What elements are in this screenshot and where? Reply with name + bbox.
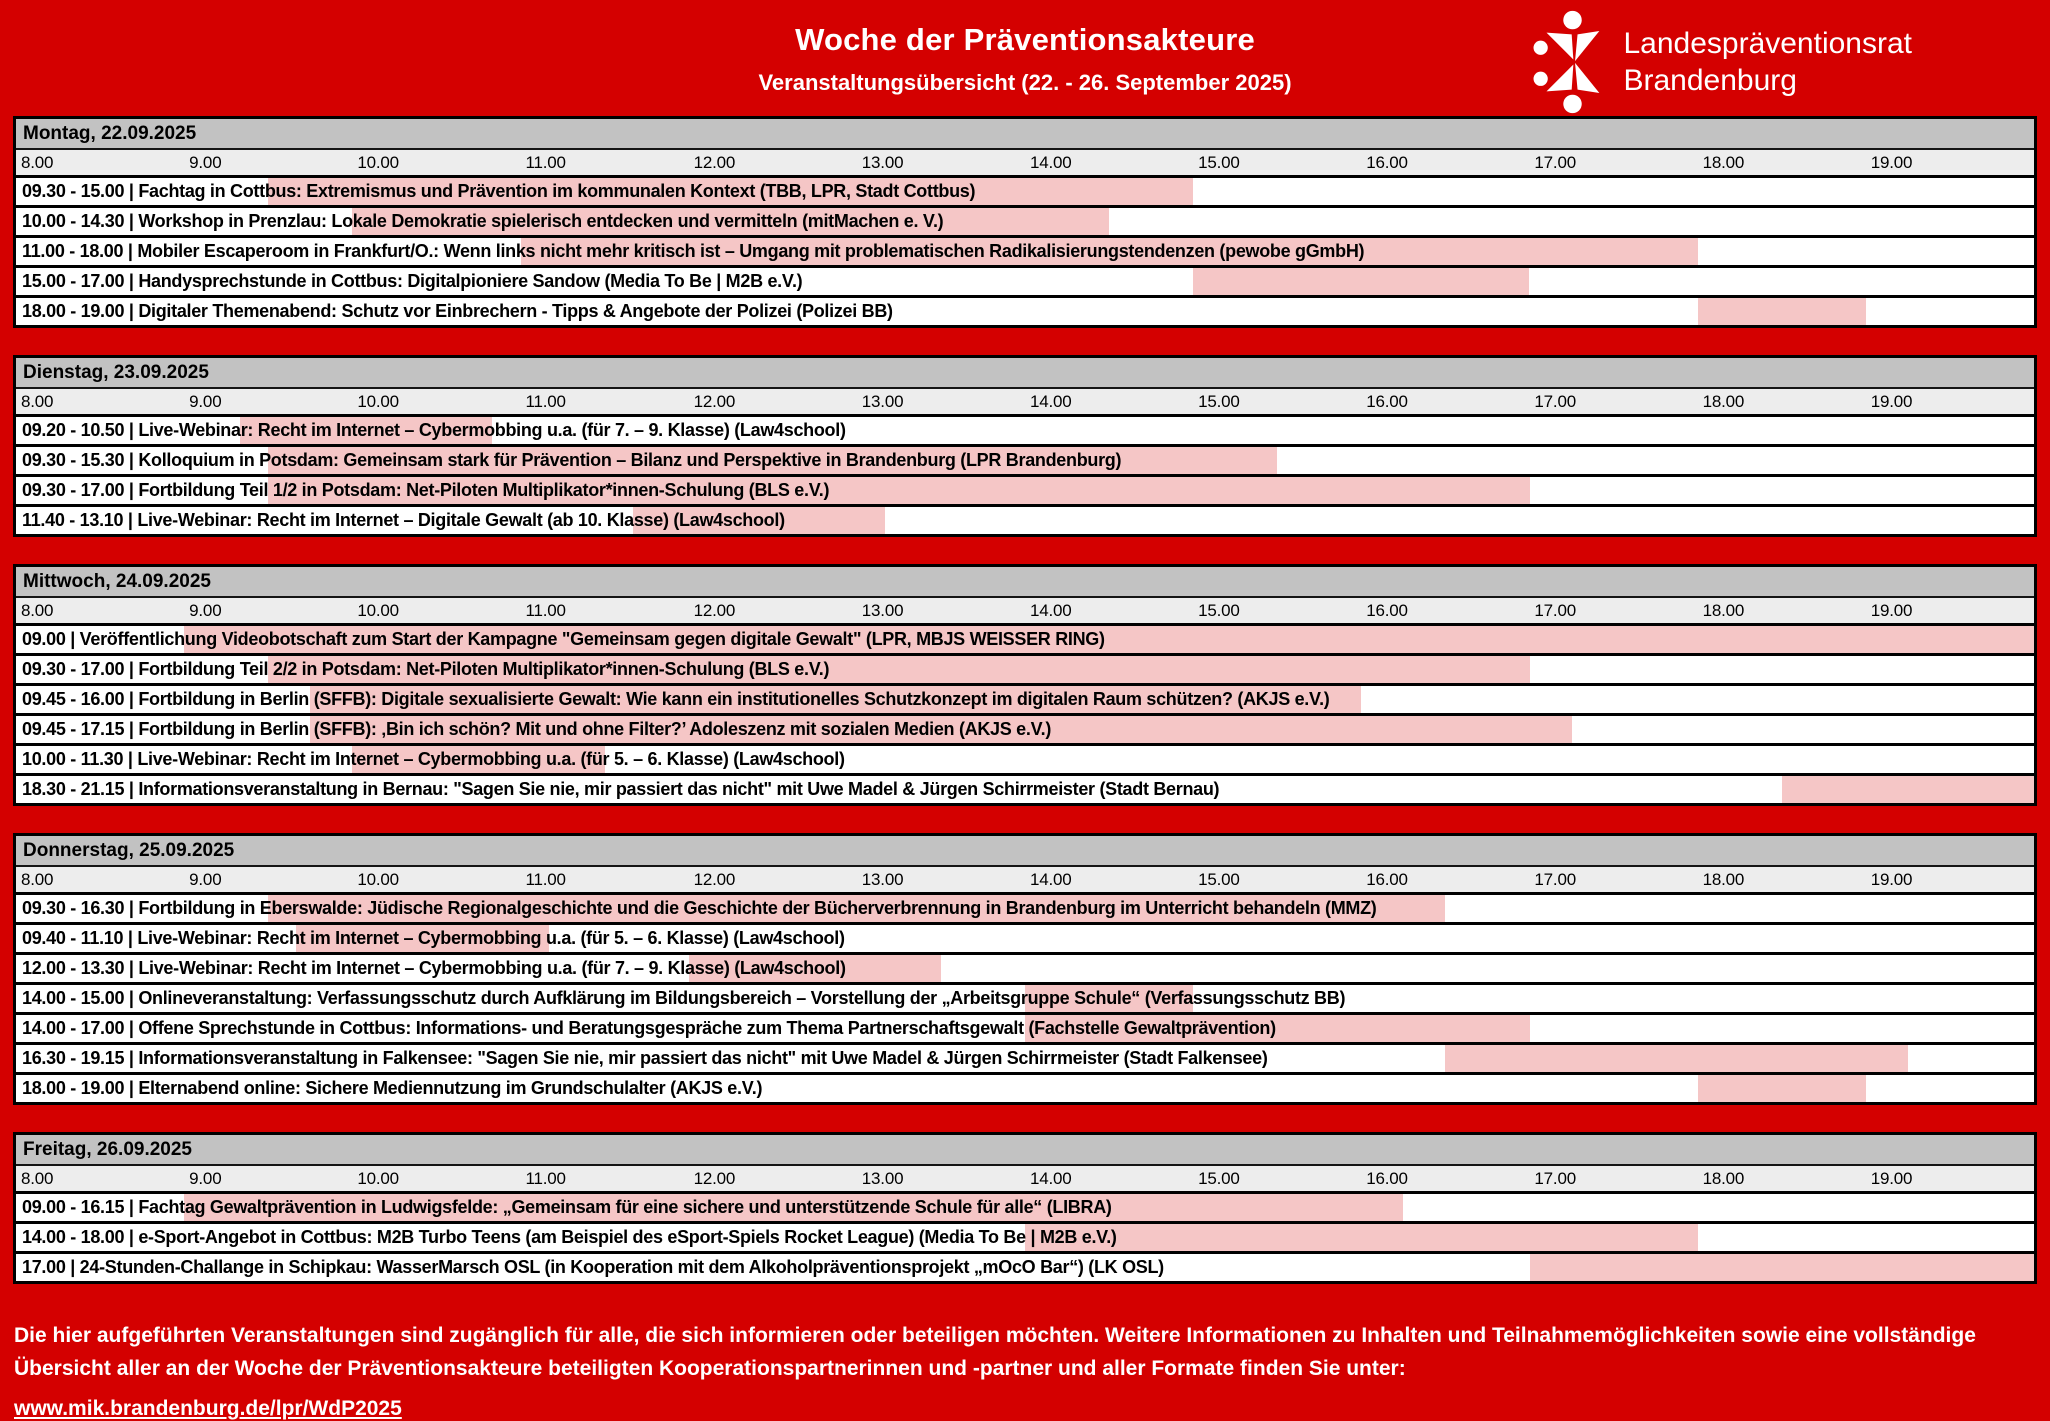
time-axis-label: 12.00: [693, 601, 736, 620]
event-row: [16, 1224, 2034, 1254]
time-axis: [16, 598, 2034, 626]
event-row: [16, 656, 2034, 686]
time-axis: [16, 1166, 2034, 1194]
time-axis-label: 19.00: [1870, 870, 1913, 889]
event-row: [16, 626, 2034, 656]
page-subtitle: Veranstaltungsübersicht (22. - 26. September 2025): [758, 70, 1292, 95]
time-axis-label: 15.00: [1198, 153, 1240, 172]
event-label: 18.00 - 19.00 | Digitaler Themenabend: Schutz vor Einbrechern - Tipps & Angebote der Polizei (Polizei BB): [22, 301, 893, 321]
time-axis-label: 14.00: [1029, 870, 1072, 889]
event-label: 12.00 - 13.30 | Live-Webinar: Recht im Internet – Cybermobbing u.a. (für 7. – 9. Klasse) (Law4school): [22, 958, 846, 978]
event-label: 09.00 - 16.15 | Fachtag Gewaltprävention in Ludwigsfelde: „Gemeinsam für eine sichere und unterstützende Schule für alle“ (LIBRA): [22, 1197, 1112, 1217]
time-axis-label: 14.00: [1029, 1169, 1072, 1188]
time-axis-label: 18.00: [1702, 392, 1745, 411]
time-axis-label: 9.00: [189, 870, 222, 889]
event-label: 16.30 - 19.15 | Informationsveranstaltung in Falkensee: "Sagen Sie nie, mir passiert das nicht" mit Uwe Madel & Jürgen Schirrmeister (Stadt Falkensee): [22, 1048, 1268, 1068]
event-row: [16, 447, 2034, 477]
page-title: Woche der Präventionsakteure: [795, 22, 1255, 57]
time-axis-label: 14.00: [1029, 153, 1072, 172]
time-axis-label: 11.00: [525, 153, 566, 172]
time-axis-label: 12.00: [693, 153, 736, 172]
time-axis-label: 18.00: [1702, 870, 1745, 889]
time-axis-label: 12.00: [693, 1169, 736, 1188]
time-axis-label: 16.00: [1366, 1169, 1408, 1188]
time-axis-label: 8.00: [21, 153, 54, 172]
time-axis: [16, 867, 2034, 895]
event-label: 10.00 - 11.30 | Live-Webinar: Recht im Internet – Cybermobbing u.a. (für 5. – 6. Klasse) (Law4school): [22, 749, 845, 769]
day-header: Mittwoch, 24.09.2025: [16, 567, 2034, 598]
time-axis-label: 17.00: [1534, 392, 1576, 411]
time-axis-label: 10.00: [357, 1169, 399, 1188]
time-axis-label: 10.00: [357, 392, 399, 411]
time-axis-label: 9.00: [189, 153, 222, 172]
event-row: [16, 268, 2034, 298]
event-row: [16, 507, 2034, 534]
time-axis-label: 9.00: [189, 601, 222, 620]
time-axis-label: 13.00: [861, 153, 904, 172]
event-label: 09.30 - 16.30 | Fortbildung in Eberswalde: Jüdische Regionalgeschichte und die Geschichte der Bücherverbrennung in Brandenburg im Unterricht behandeln (MMZ): [22, 898, 1377, 918]
footer-note: Die hier aufgeführten Veranstaltungen sind zugänglich für alle, die sich informieren oder beteiligen möchten. Weitere Informationen zu Inhalten und Teilnahmemöglichkeiten sowie eine vollständige Übersicht aller an der Woche der Präventionsakteure beteiligten Kooperationspartnerinnen und -partner und aller Formate finden Sie unter:: [14, 1324, 1976, 1380]
logo-text: [1623, 25, 1912, 99]
time-axis-label: 13.00: [861, 870, 904, 889]
time-axis-label: 12.00: [693, 392, 736, 411]
event-row: [16, 895, 2034, 925]
event-row: [16, 1254, 2034, 1281]
event-label: 18.30 - 21.15 | Informationsveranstaltung in Bernau: "Sagen Sie nie, mir passiert das nicht" mit Uwe Madel & Jürgen Schirrmeister (Stadt Bernau): [22, 779, 1220, 799]
time-axis-label: 8.00: [21, 601, 54, 620]
event-label: 09.45 - 17.15 | Fortbildung in Berlin (SFFB): ‚Bin ich schön? Mit und ohne Filter?’ Adoleszenz mit sozialen Medien (AKJS e.V.): [22, 719, 1052, 739]
event-row: [16, 776, 2034, 803]
time-axis-label: 17.00: [1534, 1169, 1576, 1188]
time-axis-label: 9.00: [189, 1169, 222, 1188]
time-axis-label: 18.00: [1702, 153, 1745, 172]
people-logo-icon: [1533, 10, 1607, 114]
time-axis-label: 19.00: [1870, 153, 1913, 172]
time-axis-label: 11.00: [525, 1169, 566, 1188]
event-row: [16, 746, 2034, 776]
time-axis-label: 14.00: [1029, 392, 1072, 411]
time-axis-label: 11.00: [525, 870, 566, 889]
time-axis-label: 18.00: [1702, 1169, 1745, 1188]
event-row: [16, 1045, 2034, 1075]
schedule-tables: [0, 116, 2050, 1284]
event-label: 09.45 - 16.00 | Fortbildung in Berlin (SFFB): Digitale sexualisierte Gewalt: Wie kann ein institutionelles Schutzkonzept im digitalen Raum schützen? (AKJS e.V.): [22, 689, 1330, 709]
event-label: 09.20 - 10.50 | Live-Webinar: Recht im Internet – Cybermobbing u.a. (für 7. – 9. Klasse) (Law4school): [22, 420, 846, 440]
time-axis-label: 8.00: [21, 392, 54, 411]
time-axis-label: 16.00: [1366, 870, 1408, 889]
event-row: [16, 1015, 2034, 1045]
time-axis-label: 15.00: [1198, 1169, 1240, 1188]
time-axis-label: 19.00: [1870, 601, 1913, 620]
event-row: [16, 716, 2034, 746]
time-axis-label: 16.00: [1366, 601, 1408, 620]
time-axis-label: 11.00: [525, 392, 566, 411]
event-label: 18.00 - 19.00 | Elternabend online: Sichere Mediennutzung im Grundschulalter (AKJS e.V.): [22, 1078, 763, 1098]
day-table: [13, 833, 2037, 1105]
time-axis-label: 17.00: [1534, 601, 1576, 620]
event-label: 09.30 - 15.00 | Fachtag in Cottbus: Extremismus und Prävention im kommunalen Kontext (TBB, LPR, Stadt Cottbus): [22, 181, 976, 201]
event-label: 14.00 - 15.00 | Onlineveranstaltung: Verfassungsschutz durch Aufklärung im Bildungsbereich – Vorstellung der „Arbeitsgruppe Schule“ (Verfassungsschutz BB): [22, 988, 1346, 1008]
event-row: [16, 298, 2034, 325]
event-row: [16, 208, 2034, 238]
event-label: 14.00 - 17.00 | Offene Sprechstunde in Cottbus: Informations- und Beratungsgespräche zum Thema Partnerschaftsgewalt (Fachstelle Gewaltprävention): [22, 1018, 1276, 1038]
time-axis: [16, 389, 2034, 417]
day-table: [13, 116, 2037, 328]
event-row: [16, 417, 2034, 447]
time-axis-label: 9.00: [189, 392, 222, 411]
poster-header: [0, 0, 2050, 116]
logo-text-line1: Landespräventionsrat: [1623, 27, 1912, 60]
time-axis-label: 10.00: [357, 153, 399, 172]
event-label: 11.00 - 18.00 | Mobiler Escaperoom in Frankfurt/O.: Wenn links nicht mehr kritisch ist – Umgang mit problematischen Radikalisierungstendenzen (pewobe gGmbH): [22, 241, 1365, 261]
event-row: [16, 985, 2034, 1015]
time-axis-label: 14.00: [1029, 601, 1072, 620]
day-table: [13, 1132, 2037, 1284]
event-label: 14.00 - 18.00 | e-Sport-Angebot in Cottbus: M2B Turbo Teens (am Beispiel des eSport-Spiels Rocket League) (Media To Be | M2B e.V.): [22, 1227, 1117, 1247]
poster-footer: [0, 1311, 2050, 1421]
event-label: 09.30 - 15.30 | Kolloquium in Potsdam: Gemeinsam stark für Prävention – Bilanz und Perspektive in Brandenburg (LPR Brandenburg): [22, 450, 1122, 470]
event-row: [16, 1075, 2034, 1102]
time-axis-label: 17.00: [1534, 870, 1576, 889]
event-row: [16, 178, 2034, 208]
time-axis-label: 10.00: [357, 601, 399, 620]
time-axis-label: 12.00: [693, 870, 736, 889]
time-axis-label: 15.00: [1198, 870, 1240, 889]
time-axis-label: 13.00: [861, 1169, 904, 1188]
day-table: [13, 564, 2037, 806]
time-axis-label: 16.00: [1366, 153, 1408, 172]
time-axis-label: 17.00: [1534, 153, 1576, 172]
event-label: 09.30 - 17.00 | Fortbildung Teil 1/2 in Potsdam: Net-Piloten Multiplikator*innen-Schulung (BLS e.V.): [22, 480, 830, 500]
time-axis-label: 16.00: [1366, 392, 1408, 411]
day-header: Montag, 22.09.2025: [16, 119, 2034, 150]
time-axis-label: 10.00: [357, 870, 399, 889]
event-row: [16, 686, 2034, 716]
time-axis-label: 15.00: [1198, 601, 1240, 620]
footer-link[interactable]: www.mik.brandenburg.de/lpr/WdP2025: [14, 1397, 402, 1420]
event-row: [16, 925, 2034, 955]
day-header: Dienstag, 23.09.2025: [16, 358, 2034, 389]
event-label: 17.00 | 24-Stunden-Challange in Schipkau: WasserMarsch OSL (in Kooperation mit dem Alkoholpräventionsprojekt „mOcO Bar“) (LK OSL): [22, 1257, 1164, 1277]
event-label: 11.40 - 13.10 | Live-Webinar: Recht im Internet – Digitale Gewalt (ab 10. Klasse) (Law4school): [22, 510, 785, 530]
time-axis-label: 11.00: [525, 601, 566, 620]
lpr-logo: [1533, 10, 1912, 114]
event-label: 09.00 | Veröffentlichung Videobotschaft zum Start der Kampagne "Gemeinsam gegen digitale Gewalt" (LPR, MBJS WEISSER RING): [22, 629, 1105, 649]
time-axis-label: 19.00: [1870, 392, 1913, 411]
event-label: 09.40 - 11.10 | Live-Webinar: Recht im Internet – Cybermobbing u.a. (für 5. – 6. Klasse) (Law4school): [22, 928, 845, 948]
day-header: Freitag, 26.09.2025: [16, 1135, 2034, 1166]
event-row: [16, 238, 2034, 268]
day-header: Donnerstag, 25.09.2025: [16, 836, 2034, 867]
time-axis: [16, 150, 2034, 178]
event-row: [16, 955, 2034, 985]
time-axis-label: 8.00: [21, 870, 54, 889]
time-axis-label: 13.00: [861, 601, 904, 620]
day-table: [13, 355, 2037, 537]
time-axis-label: 13.00: [861, 392, 904, 411]
time-axis-label: 15.00: [1198, 392, 1240, 411]
event-label: 09.30 - 17.00 | Fortbildung Teil 2/2 in Potsdam: Net-Piloten Multiplikator*innen-Schulung (BLS e.V.): [22, 659, 830, 679]
time-axis-label: 19.00: [1870, 1169, 1913, 1188]
logo-text-line2: Brandenburg: [1623, 64, 1797, 97]
time-axis-label: 8.00: [21, 1169, 54, 1188]
event-label: 10.00 - 14.30 | Workshop in Prenzlau: Lokale Demokratie spielerisch entdecken und vermitteln (mitMachen e. V.): [22, 211, 944, 231]
event-row: [16, 477, 2034, 507]
time-axis-label: 18.00: [1702, 601, 1745, 620]
event-label: 15.00 - 17.00 | Handysprechstunde in Cottbus: Digitalpioniere Sandow (Media To Be | M2B e.V.): [22, 271, 803, 291]
event-row: [16, 1194, 2034, 1224]
